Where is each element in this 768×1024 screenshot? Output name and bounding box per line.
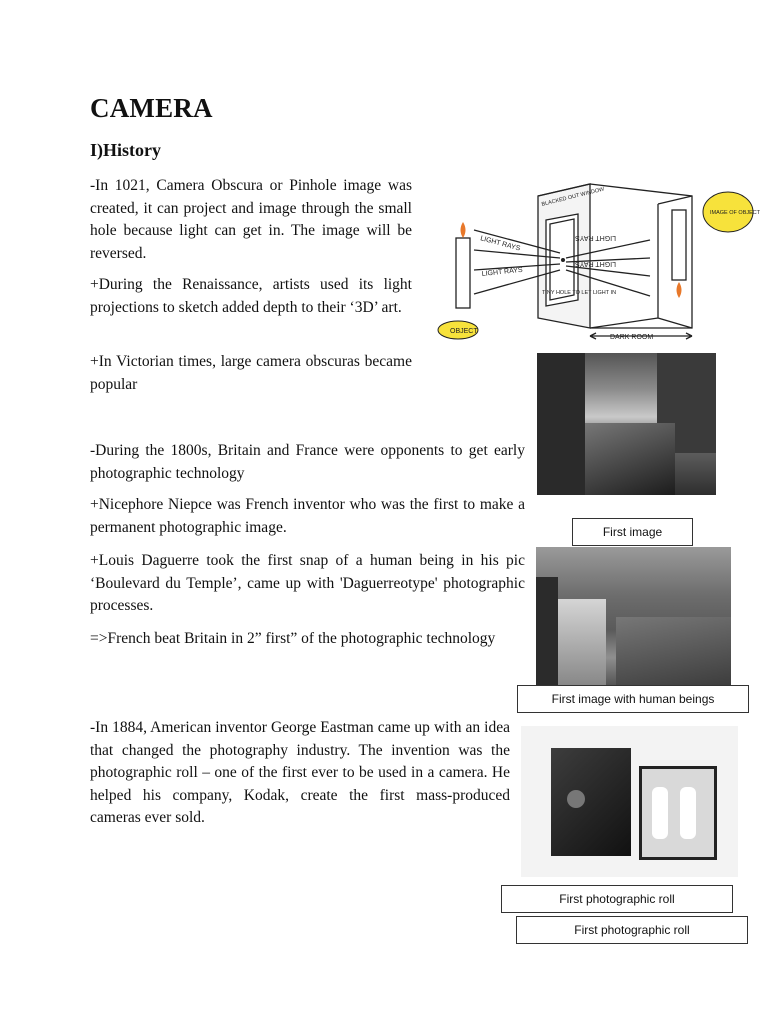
- paragraph-camera-obscura: -In 1021, Camera Obscura or Pinhole image was created, it can project and image through the small hole because light can get in. The image will be reversed.: [90, 177, 412, 262]
- kodak-camera-photo: [521, 726, 738, 877]
- paragraph-eastman: -In 1884, American inventor George Eastman came up with an idea that changed the photography industry. The invention was the photographic roll – one of the first ever to be used in a camera. He helped his company, Kodak, create the first mass-produced cameras ever sold.: [90, 719, 510, 826]
- page-title: CAMERA: [90, 93, 213, 123]
- caption-roll-2: First photographic roll: [516, 916, 748, 944]
- pinhole-dot: [561, 258, 565, 262]
- tiny-hole-label: TINY HOLE TO LET LIGHT IN: [542, 290, 617, 296]
- photo-building-dark: [536, 577, 558, 685]
- film-roll-holder: [639, 766, 717, 860]
- photo-building-front: [554, 599, 606, 685]
- dark-room-label: DARK ROOM: [610, 334, 654, 341]
- paragraph-niepce: +Nicephore Niepce was French inventor who was the first to make a permanent photographic image.: [90, 496, 525, 536]
- photo-trees: [616, 617, 731, 685]
- image-label: IMAGE OF OBJECT: [710, 210, 760, 216]
- film-spool-1: [652, 787, 668, 839]
- caption-human-beings: First image with human beings: [517, 685, 749, 713]
- first-image-photo: [537, 353, 716, 495]
- caption-roll-1: First photographic roll: [501, 885, 733, 913]
- window-label: BLACKED OUT WINDOW: [541, 186, 605, 208]
- mirrored-rays-label-2: LIGHT RAYS: [575, 260, 616, 267]
- paragraph-renaissance: +During the Renaissance, artists used its light projections to sketch added depth to their ‘3D’ art.: [90, 276, 412, 316]
- camera-obscura-diagram: [430, 178, 760, 350]
- image-flame-icon: [677, 282, 682, 298]
- camera-lens: [567, 790, 585, 808]
- object-label: OBJECT: [450, 328, 478, 335]
- paragraph-daguerre: +Louis Daguerre took the first snap of a human being in his pic ‘Boulevard du Temple’, came up with 'Daguerreotype' photographic processes.: [90, 552, 525, 614]
- photo-building-left: [537, 353, 585, 495]
- paragraph-france-beat-britain: =>French beat Britain in 2” first” of the photographic technology: [90, 630, 496, 647]
- paragraph-1800s: -During the 1800s, Britain and France were opponents to get early photographic technology: [90, 442, 525, 482]
- section-heading: I)History: [90, 140, 161, 160]
- light-rays-label-1: LIGHT RAYS: [479, 235, 521, 253]
- photo-roof: [585, 423, 675, 495]
- film-spool-2: [680, 787, 696, 839]
- mirrored-rays-label-1: LIGHT RAYS: [575, 234, 616, 241]
- boulevard-photo: [536, 547, 731, 685]
- caption-first-image: First image: [572, 518, 693, 546]
- candle-flame-icon: [461, 222, 466, 238]
- light-rays-label-2: LIGHT RAYS: [481, 266, 523, 278]
- paragraph-victorian: +In Victorian times, large camera obscuras became popular: [90, 353, 412, 393]
- camera-box-body: [551, 748, 631, 856]
